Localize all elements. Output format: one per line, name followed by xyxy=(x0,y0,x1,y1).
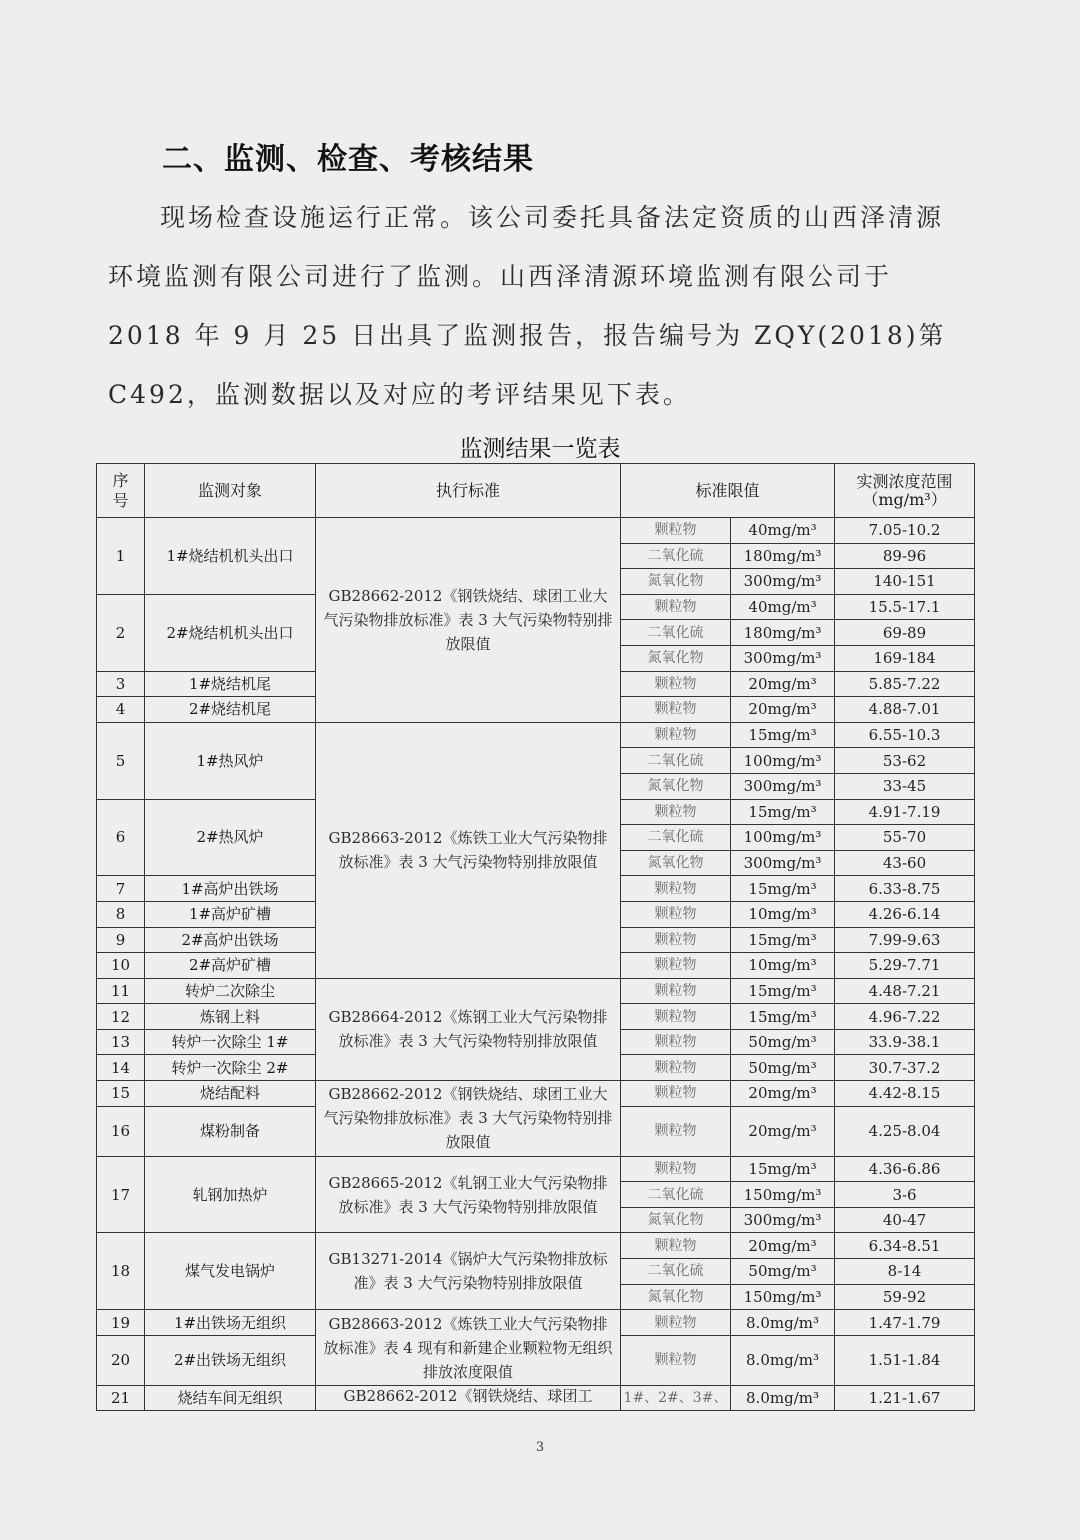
cell-limit: 180mg/m³ xyxy=(731,620,835,646)
cell-standard: GB28665-2012《轧钢工业大气污染物排放标准》表 3 大气污染物特别排放限值 xyxy=(316,1156,621,1233)
table-row xyxy=(97,1385,975,1411)
header-object: 监测对象 xyxy=(145,464,316,518)
cell-range: 4.42-8.15 xyxy=(835,1081,975,1107)
cell-range: 59-92 xyxy=(835,1284,975,1310)
cell-pollutant: 颗粒物 xyxy=(621,927,731,953)
cell-no: 11 xyxy=(97,978,145,1004)
cell-no: 13 xyxy=(97,1029,145,1055)
cell-standard: GB28663-2012《炼铁工业大气污染物排放标准》表 4 现有和新建企业颗粒物无组织排放浓度限值 xyxy=(316,1310,621,1386)
cell-limit: 40mg/m³ xyxy=(731,594,835,620)
cell-no: 7 xyxy=(97,876,145,902)
cell-limit: 10mg/m³ xyxy=(731,901,835,927)
cell-limit: 50mg/m³ xyxy=(731,1029,835,1055)
header-limit: 标准限值 xyxy=(621,464,835,518)
cell-range: 4.48-7.21 xyxy=(835,978,975,1004)
cell-no: 8 xyxy=(97,901,145,927)
cell-range: 40-47 xyxy=(835,1207,975,1233)
cell-limit: 10mg/m³ xyxy=(731,953,835,979)
cell-pollutant: 颗粒物 xyxy=(621,953,731,979)
cell-pollutant: 二氧化硫 xyxy=(621,620,731,646)
cell-range: 3-6 xyxy=(835,1182,975,1208)
cell-limit: 50mg/m³ xyxy=(731,1259,835,1285)
cell-pollutant: 氮氧化物 xyxy=(621,773,731,799)
header-range xyxy=(835,464,975,518)
cell-range: 5.29-7.71 xyxy=(835,953,975,979)
cell-range: 7.05-10.2 xyxy=(835,518,975,544)
cell-limit: 15mg/m³ xyxy=(731,722,835,748)
cell-pollutant: 颗粒物 xyxy=(621,671,731,697)
cell-no: 5 xyxy=(97,722,145,799)
cell-no: 6 xyxy=(97,799,145,876)
cell-range: 169-184 xyxy=(835,645,975,671)
cell-range: 1.21-1.67 xyxy=(835,1385,975,1411)
cell-limit: 15mg/m³ xyxy=(731,1156,835,1182)
cell-pollutant: 1#、2#、3#、 xyxy=(621,1385,731,1411)
cell-object: 1#高炉出铁场 xyxy=(145,876,316,902)
cell-pollutant: 颗粒物 xyxy=(621,1310,731,1336)
cell-pollutant: 颗粒物 xyxy=(621,1004,731,1030)
cell-range: 1.51-1.84 xyxy=(835,1335,975,1385)
cell-range: 4.26-6.14 xyxy=(835,901,975,927)
cell-limit: 8.0mg/m³ xyxy=(731,1385,835,1411)
cell-no: 15 xyxy=(97,1081,145,1107)
cell-limit: 100mg/m³ xyxy=(731,825,835,851)
cell-range: 8-14 xyxy=(835,1259,975,1285)
cell-object: 炼钢上料 xyxy=(145,1004,316,1030)
cell-limit: 300mg/m³ xyxy=(731,850,835,876)
cell-no: 9 xyxy=(97,927,145,953)
section-heading: 二、监测、检查、考核结果 xyxy=(162,142,534,177)
cell-object: 1#出铁场无组织 xyxy=(145,1310,316,1336)
cell-standard: GB28662-2012《钢铁烧结、球团工业大气污染物排放标准》表 3 大气污染物特别排放限值 xyxy=(316,518,621,723)
table-body xyxy=(97,518,975,1411)
table-row xyxy=(97,518,975,544)
cell-object: 煤气发电锅炉 xyxy=(145,1233,316,1310)
cell-range: 53-62 xyxy=(835,748,975,774)
cell-range: 33.9-38.1 xyxy=(835,1029,975,1055)
table-row xyxy=(97,1233,975,1259)
cell-limit: 40mg/m³ xyxy=(731,518,835,544)
cell-limit: 150mg/m³ xyxy=(731,1182,835,1208)
table-row xyxy=(97,722,975,748)
cell-no: 4 xyxy=(97,697,145,723)
cell-limit: 20mg/m³ xyxy=(731,671,835,697)
cell-object: 2#烧结机尾 xyxy=(145,697,316,723)
header-standard: 执行标准 xyxy=(316,464,621,518)
cell-range: 7.99-9.63 xyxy=(835,927,975,953)
cell-no: 19 xyxy=(97,1310,145,1336)
header-range-line1: 实测浓度范围 xyxy=(856,471,953,491)
table-row xyxy=(97,978,975,1004)
cell-range: 55-70 xyxy=(835,825,975,851)
table-row xyxy=(97,1156,975,1182)
cell-range: 15.5-17.1 xyxy=(835,594,975,620)
cell-pollutant: 氮氧化物 xyxy=(621,569,731,595)
cell-limit: 15mg/m³ xyxy=(731,927,835,953)
cell-object: 2#出铁场无组织 xyxy=(145,1335,316,1385)
cell-pollutant: 二氧化硫 xyxy=(621,825,731,851)
cell-object: 2#热风炉 xyxy=(145,799,316,876)
body-paragraph: 现场检查设施运行正常。该公司委托具备法定资质的山西泽清源环境监测有限公司进行了监测。山西泽清源环境监测有限公司于 2018 年 9 月 25 日出具了监测报告，报告编号为 ZQY(2018)第 C492，监测数据以及对应的考评结果见下表。 xyxy=(108,203,947,409)
cell-no: 1 xyxy=(97,518,145,595)
cell-limit: 300mg/m³ xyxy=(731,773,835,799)
cell-limit: 15mg/m³ xyxy=(731,978,835,1004)
cell-limit: 15mg/m³ xyxy=(731,876,835,902)
cell-range: 6.33-8.75 xyxy=(835,876,975,902)
cell-pollutant: 二氧化硫 xyxy=(621,748,731,774)
cell-pollutant: 二氧化硫 xyxy=(621,543,731,569)
cell-pollutant: 颗粒物 xyxy=(621,901,731,927)
cell-pollutant: 颗粒物 xyxy=(621,799,731,825)
cell-no: 10 xyxy=(97,953,145,979)
cell-limit: 20mg/m³ xyxy=(731,1233,835,1259)
cell-limit: 20mg/m³ xyxy=(731,697,835,723)
cell-standard: GB28663-2012《炼铁工业大气污染物排放标准》表 3 大气污染物特别排放限值 xyxy=(316,722,621,978)
cell-standard: GB28662-2012《钢铁烧结、球团工业大气污染物排放标准》表 3 大气污染物特别排放限值 xyxy=(316,1081,621,1157)
cell-pollutant: 颗粒物 xyxy=(621,876,731,902)
cell-no: 14 xyxy=(97,1055,145,1081)
cell-no: 17 xyxy=(97,1156,145,1233)
cell-limit: 20mg/m³ xyxy=(731,1106,835,1156)
cell-object: 1#高炉矿槽 xyxy=(145,901,316,927)
cell-no: 16 xyxy=(97,1106,145,1156)
cell-no: 2 xyxy=(97,594,145,671)
cell-object: 转炉一次除尘 2# xyxy=(145,1055,316,1081)
cell-no: 12 xyxy=(97,1004,145,1030)
cell-no: 20 xyxy=(97,1335,145,1385)
cell-no: 18 xyxy=(97,1233,145,1310)
cell-pollutant: 氮氧化物 xyxy=(621,1284,731,1310)
cell-limit: 15mg/m³ xyxy=(731,799,835,825)
cell-pollutant: 颗粒物 xyxy=(621,1106,731,1156)
cell-range: 1.47-1.79 xyxy=(835,1310,975,1336)
cell-range: 6.55-10.3 xyxy=(835,722,975,748)
cell-limit: 50mg/m³ xyxy=(731,1055,835,1081)
cell-pollutant: 颗粒物 xyxy=(621,594,731,620)
cell-limit: 300mg/m³ xyxy=(731,569,835,595)
cell-object: 1#烧结机尾 xyxy=(145,671,316,697)
cell-object: 2#高炉矿槽 xyxy=(145,953,316,979)
cell-no: 3 xyxy=(97,671,145,697)
cell-range: 4.36-6.86 xyxy=(835,1156,975,1182)
cell-range: 89-96 xyxy=(835,543,975,569)
cell-object: 煤粉制备 xyxy=(145,1106,316,1156)
cell-range: 43-60 xyxy=(835,850,975,876)
cell-pollutant: 颗粒物 xyxy=(621,722,731,748)
cell-limit: 8.0mg/m³ xyxy=(731,1310,835,1336)
cell-range: 4.96-7.22 xyxy=(835,1004,975,1030)
cell-limit: 15mg/m³ xyxy=(731,1004,835,1030)
cell-object: 1#热风炉 xyxy=(145,722,316,799)
cell-range: 4.91-7.19 xyxy=(835,799,975,825)
cell-range: 33-45 xyxy=(835,773,975,799)
cell-object: 2#高炉出铁场 xyxy=(145,927,316,953)
cell-limit: 100mg/m³ xyxy=(731,748,835,774)
cell-pollutant: 颗粒物 xyxy=(621,1156,731,1182)
cell-limit: 150mg/m³ xyxy=(731,1284,835,1310)
cell-limit: 20mg/m³ xyxy=(731,1081,835,1107)
table-row xyxy=(97,1310,975,1336)
cell-object: 2#烧结机机头出口 xyxy=(145,594,316,671)
table-title: 监测结果一览表 xyxy=(459,436,621,462)
cell-range: 140-151 xyxy=(835,569,975,595)
cell-object: 转炉二次除尘 xyxy=(145,978,316,1004)
cell-range: 4.88-7.01 xyxy=(835,697,975,723)
cell-object: 1#烧结机机头出口 xyxy=(145,518,316,595)
cell-object: 轧钢加热炉 xyxy=(145,1156,316,1233)
cell-pollutant: 二氧化硫 xyxy=(621,1182,731,1208)
cell-standard: GB13271-2014《锅炉大气污染物排放标准》表 3 大气污染物特别排放限值 xyxy=(316,1233,621,1310)
cell-pollutant: 颗粒物 xyxy=(621,1335,731,1385)
cell-range: 6.34-8.51 xyxy=(835,1233,975,1259)
cell-limit: 8.0mg/m³ xyxy=(731,1335,835,1385)
cell-pollutant: 颗粒物 xyxy=(621,1055,731,1081)
cell-pollutant: 氮氧化物 xyxy=(621,1207,731,1233)
table-row xyxy=(97,1081,975,1107)
cell-pollutant: 氮氧化物 xyxy=(621,645,731,671)
cell-range: 69-89 xyxy=(835,620,975,646)
cell-pollutant: 氮氧化物 xyxy=(621,850,731,876)
header-no: 序号 xyxy=(97,464,145,518)
cell-no: 21 xyxy=(97,1385,145,1411)
cell-object: 转炉一次除尘 1# xyxy=(145,1029,316,1055)
page-number: 3 xyxy=(535,1440,545,1455)
cell-pollutant: 颗粒物 xyxy=(621,978,731,1004)
cell-range: 5.85-7.22 xyxy=(835,671,975,697)
cell-pollutant: 颗粒物 xyxy=(621,1081,731,1107)
cell-pollutant: 颗粒物 xyxy=(621,518,731,544)
cell-range: 4.25-8.04 xyxy=(835,1106,975,1156)
cell-object: 烧结配料 xyxy=(145,1081,316,1107)
cell-limit: 300mg/m³ xyxy=(731,1207,835,1233)
cell-pollutant: 二氧化硫 xyxy=(621,1259,731,1285)
cell-object: 烧结车间无组织 xyxy=(145,1385,316,1411)
cell-standard: GB28662-2012《钢铁烧结、球团工 xyxy=(316,1385,621,1411)
cell-pollutant: 颗粒物 xyxy=(621,697,731,723)
cell-limit: 180mg/m³ xyxy=(731,543,835,569)
cell-pollutant: 颗粒物 xyxy=(621,1029,731,1055)
results-table xyxy=(96,463,975,1411)
cell-range: 30.7-37.2 xyxy=(835,1055,975,1081)
cell-pollutant: 颗粒物 xyxy=(621,1233,731,1259)
cell-standard: GB28664-2012《炼钢工业大气污染物排放标准》表 3 大气污染物特别排放限值 xyxy=(316,978,621,1080)
cell-limit: 300mg/m³ xyxy=(731,645,835,671)
header-range-line2: （mg/m³） xyxy=(862,489,947,509)
